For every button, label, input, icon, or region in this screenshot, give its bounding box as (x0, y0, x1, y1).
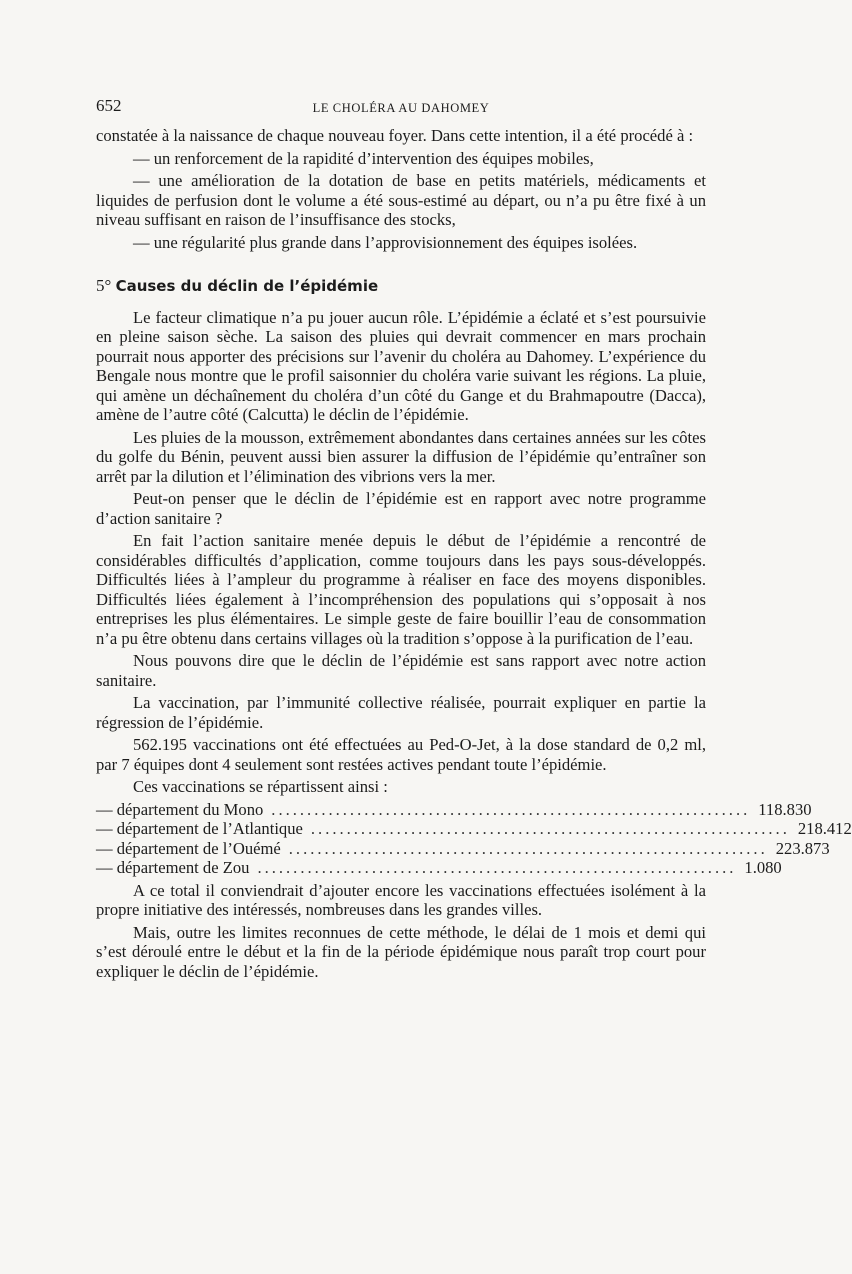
distribution-label: — département de l’Atlantique (96, 819, 303, 838)
body-paragraph: En fait l’action sanitaire menée depuis le début de l’épidémie a rencontré de considérables difficultés d’application, comme toujours dans les pays sous-développés. Difficultés liées à l’ampleur du programme à réaliser en face des moyens disponibles. Difficultés liées également à l’incompréhension des populations qui s’opposait à nos entreprises les plus élémentaires. Le simple geste de faire bouillir l’eau de consommation n’a pu être obtenu dans certains villages où la tradition s’oppose à la purification de l’eau. (96, 531, 706, 648)
running-title: LE CHOLÉRA AU DAHOMEY (312, 101, 490, 115)
body-paragraph: La vaccination, par l’immunité collective réalisée, pourrait expliquer en partie la régression de l’épidémie. (96, 693, 706, 732)
distribution-value: 118.830 (758, 799, 812, 819)
page-number: 652 (96, 96, 122, 115)
body-paragraph: A ce total il conviendrait d’ajouter encore les vaccinations effectuées isolément à la propre initiative des intéressés, nombreuses dans les grandes villes. (96, 880, 706, 919)
distribution-value: 223.873 (775, 838, 830, 858)
distribution-label: — département de l’Ouémé (96, 838, 281, 858)
vaccination-distribution (96, 799, 852, 878)
body-paragraph: Peut-on penser que le déclin de l’épidémie est en rapport avec notre programme d’action sanitaire ? (96, 489, 706, 528)
dot-leader: ................................................................... (257, 858, 737, 877)
section-heading (96, 276, 706, 297)
measure-item: — une régularité plus grande dans l’approvisionnement des équipes isolées. (133, 232, 638, 252)
distribution-row (96, 819, 852, 839)
dot-leader: ................................................................... (310, 819, 790, 838)
measure-item: — un renforcement de la rapidité d’intervention des équipes mobiles, (133, 148, 594, 168)
dot-leader: ................................................................... (271, 799, 751, 819)
section-number: 5° (96, 276, 112, 295)
body-paragraph: Ces vaccinations se répartissent ainsi : (133, 777, 388, 796)
page-header (96, 96, 706, 126)
body-paragraph: Mais, outre les limites reconnues de cette méthode, le délai de 1 mois et demi qui s’est déroulé entre le début et la fin de la période épidémique nous paraît trop court pour expliquer le déclin de l’épidémie. (96, 922, 706, 981)
document-page (96, 96, 852, 984)
distribution-label: — département du Mono (96, 799, 264, 819)
body-paragraph: Nous pouvons dire que le déclin de l’épidémie est sans rapport avec notre action sanitaire. (96, 651, 706, 690)
section-title: Causes du déclin de l’épidémie (115, 277, 379, 295)
distribution-value: 1.080 (744, 858, 782, 877)
dot-leader: ................................................................... (288, 838, 768, 858)
body-paragraph: 562.195 vaccinations ont été effectuées au Ped-O-Jet, à la dose standard de 0,2 ml, par 7 équipes dont 4 seulement sont restées actives pendant toute l’épidémie. (96, 735, 706, 774)
distribution-row (96, 799, 812, 820)
intro-paragraph: constatée à la naissance de chaque nouveau foyer. Dans cette intention, il a été procédé à : (96, 126, 694, 145)
body-paragraph: Le facteur climatique n’a pu jouer aucun rôle. L’épidémie a éclaté et s’est poursuivie en pleine saison sèche. La saison des pluies qui devrait commencer en mars prochain pourrait nous apporter des précisions sur l’avenir du choléra au Dahomey. L’expérience du Bengale nous montre que le profil saisonnier du choléra varie suivant les régions. La pluie, qui amène un déchaînement du choléra d’un côté du Gange et du Brahmapoutre (Dacca), amène de l’autre côté (Calcutta) le déclin de l’épidémie. (96, 307, 706, 424)
measure-item: — une amélioration de la dotation de base en petits matériels, médicaments et liquides de perfusion dont le volume a été sous-estimé au départ, ou n’a pu être fixé à un niveau suffisant en raison de l’insuffisance des stocks, (96, 171, 706, 229)
body-paragraph: Les pluies de la mousson, extrêmement abondantes dans certaines années sur les côtes du golfe du Bénin, peuvent aussi bien assurer la diffusion de l’épidémie qu’entraîner son arrêt par la dilution et l’élimination des vibrions vers la mer. (96, 427, 706, 486)
distribution-label: — département de Zou (96, 858, 250, 877)
distribution-row (96, 858, 782, 878)
distribution-row (96, 838, 830, 859)
distribution-value: 218.412 (797, 819, 852, 838)
